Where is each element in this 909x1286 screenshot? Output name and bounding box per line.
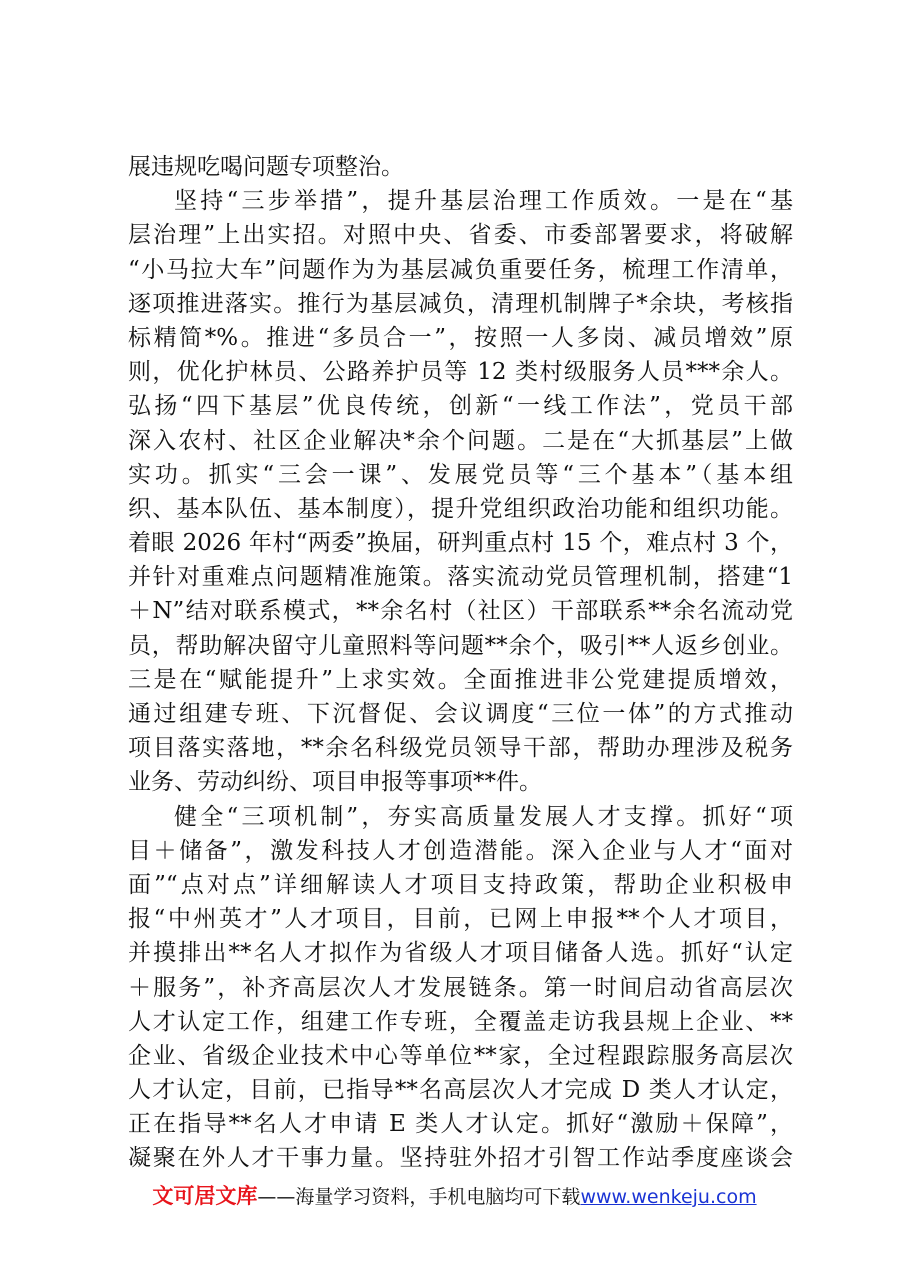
paragraph-line: 深入农村、社区企业解决*余个问题。二是在“大抓基层”上做: [128, 427, 793, 454]
paragraph-line: 三是在“赋能提升”上求实效。全面推进非公党建提质增效，: [128, 666, 793, 693]
paragraph-line: 面”“点对点”详细解读人才项目支持政策，帮助企业积极申: [128, 871, 793, 898]
paragraph-line: 业务、劳动纠纷、项目申报等事项**件。: [128, 769, 542, 796]
paragraph-line: “小马拉大车”问题作为为基层减负重要任务，梳理工作清单，: [128, 256, 793, 283]
document-body: [128, 150, 793, 1176]
footer-banner: [0, 1180, 909, 1210]
paragraph-line: 报“中州英才”人才项目，目前，已网上申报**个人才项目，: [128, 906, 793, 933]
paragraph-line: 着眼 2026 年村“两委”换届，研判重点村 15 个，难点村 3 个，: [128, 530, 793, 557]
paragraph-line: 企业、省级企业技术中心等单位**家，全过程跟踪服务高层次: [128, 1042, 793, 1069]
paragraph-line: 通过组建专班、下沉督促、会议调度“三位一体”的方式推动: [128, 701, 793, 727]
paragraph-line: 则，优化护林员、公路养护员等 12 类村级服务人员***余人。: [128, 359, 793, 386]
paragraph-line: 织、基本队伍、基本制度），提升党组织政治功能和组织功能。: [128, 495, 793, 522]
paragraph-line: 员，帮助解决留守儿童照料等问题**余个，吸引**人返乡创业。: [128, 632, 793, 659]
paragraph-line: 展违规吃喝问题专项整治。: [128, 154, 404, 180]
paragraph-line: 坚持“三步举措”，提升基层治理工作质效。一是在“基: [174, 188, 793, 215]
paragraph-line: 人才认定工作，组建工作专班，全覆盖走访我县规上企业、**: [128, 1008, 793, 1035]
paragraph-line: 弘扬“四下基层”优良传统，创新“一线工作法”，党员干部: [128, 393, 793, 420]
footer-brand: 文可居文库: [152, 1184, 258, 1208]
footer-site-link[interactable]: www.wenkeju.com: [580, 1186, 757, 1208]
paragraph-line: 目＋储备”，激发科技人才创造潜能。深入企业与人才“面对: [128, 837, 793, 864]
paragraph-line: 层治理”上出实招。对照中央、省委、市委部署要求，将破解: [128, 222, 793, 249]
paragraph-line: 标精简*%。推进“多员合一”，按照一人多岗、减员增效”原: [128, 324, 793, 351]
paragraph-line: 正在指导**名人才申请 E 类人才认定。抓好“激励＋保障”，: [128, 1111, 793, 1138]
paragraph-line: 人才认定，目前，已指导**名高层次人才完成 D 类人才认定，: [128, 1077, 793, 1104]
paragraph-line: ＋服务”，补齐高层次人才发展链条。第一时间启动省高层次: [128, 974, 793, 1001]
paragraph-line: 实功。抓实“三会一课”、发展党员等“三个基本”（基本组: [128, 461, 793, 488]
paragraph-line: 健全“三项机制”，夯实高质量发展人才支撑。抓好“项: [174, 803, 793, 830]
paragraph-line: 并针对重难点问题精准施策。落实流动党员管理机制，搭建“1: [128, 564, 793, 591]
paragraph-line: 项目落实落地，**余名科级党员领导干部，帮助办理涉及税务: [128, 735, 793, 762]
paragraph-line: 并摸排出**名人才拟作为省级人才项目储备人选。抓好“认定: [128, 940, 793, 967]
footer-tagline: ——海量学习资料，手机电脑均可下载: [257, 1186, 581, 1208]
paragraph-line: 凝聚在外人才干事力量。坚持驻外招才引智工作站季度座谈会: [128, 1145, 793, 1172]
paragraph-line: 逐项推进落实。推行为基层减负，清理机制牌子*余块，考核指: [128, 290, 793, 317]
paragraph-line: ＋N”结对联系模式，**余名村（社区）干部联系**余名流动党: [128, 598, 793, 625]
